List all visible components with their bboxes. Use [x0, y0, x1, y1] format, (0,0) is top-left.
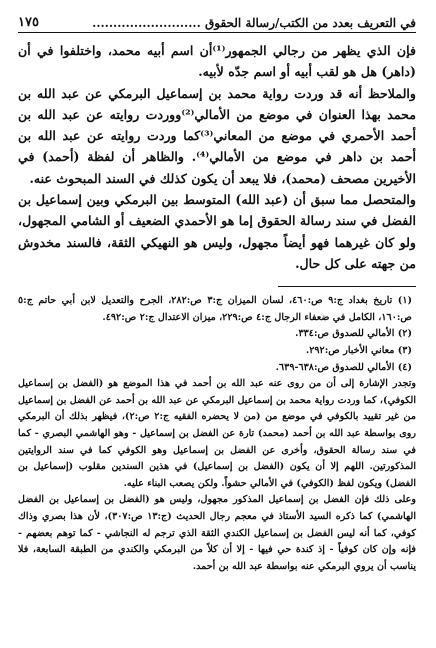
footnote-separator	[278, 286, 416, 287]
footnote: (٣) معاني الأخبار ص:٢٩٢.	[305, 345, 412, 357]
footnote-paragraph: وعلى ذلك فإن الفضل بن إسماعيل المذكور مجهول، وليس هو (الفضل بن إسماعيل بن الفضل الهاشمي) كما ذكره السيد الأستاذ في معجم رجال الحديث (ج:١٣ ص:٣٠٧)، لأن هذا بصري وذاك كوفي، كما أنه ليس الفضل بن إسماعيل الكندي الثقة الذي ترجم له النجاشي - كما توهم بعضهم - فإنه وإن كان كوفياً - إذ كندة حي فيها - إلا أن كلاً من البرمكي والكندي من الطبقة السابعة، فلا يناسب أن يروي البرمكي عنه بواسطة عبد الله بن أحمد.	[18, 494, 416, 572]
running-title: في التعريف بعدد من الكتب/رسالة الحقوق ..........................	[92, 16, 416, 30]
paragraph: فإن الذي يظهر من رجالي الجمهور⁽¹⁾أن اسم أبيه محمد، واختلفوا في أن (داهر) هل هو لقب أبيه أو اسم جدّه لأبيه.	[18, 43, 416, 80]
paragraph: والمتحصل مما سبق أن (عبد الله) المتوسط بين البرمكي وبين إسماعيل بن الفضل في سند رسالة الحقوق إما هو الأحمدي الضعيف أو الشامي المجهول، ولو كان غيرهما فهو أيضاً مجهول، وليس هو النهيكي الثقة، فالسند مخدوش من جهته على كل حال.	[18, 192, 416, 271]
page-number: ١٧٥	[18, 15, 39, 30]
footnotes	[18, 293, 416, 575]
paragraph: والملاحظ أنه قد وردت رواية محمد بن إسماعيل البرمكي عن عبد الله بن محمد بهذا العنوان في موضع من الأمالي⁽²⁾ووردت روايته عن عبد الله بن أحمد الأحمري في موضع من المعاني⁽³⁾كما وردت روايته عن عبد الله بن أحمد بن داهر في موضع من الأمالي⁽⁴⁾. والظاهر أن لفظة (أحمد) في الأخيرين مصحف (محمد)، فلا يبعد أن يكون كذلك في السند المبحوث عنه.	[18, 85, 416, 186]
header-rule	[18, 32, 416, 33]
footnote: (٤) الأمالي للصدوق ص:٦٣٨-٦٣٩.	[275, 361, 412, 373]
body-text	[18, 40, 416, 274]
footnote: (١) تاريخ بغداد ج:٩ ص:٤٦٠، لسان الميزان ج:٣ ص:٢٨٢، الجرح والتعديل لابن أبي حاتم ج:٥ ص:١٦٠، الكامل في ضعفاء الرجال ج:٤ ص:٢٢٩، ميزان الاعتدال ج:٢ ص:٤٩٢.	[18, 295, 413, 323]
footnote: (٢) الأمالي للصدوق ص:٣٣٤.	[295, 328, 412, 340]
running-header	[18, 8, 416, 30]
footnote-paragraph: وتجدر الإشارة إلى أن من روى عنه عبد الله بن أحمد في هذا الموضع هو (الفضل بن إسماعيل الكوفي)، كما وردت رواية محمد بن إسماعيل البرمكي عن عبد الله بن أحمد عن الفضل بن إسماعيل من غير تقييد بالكوفي في موضع من (من لا يحضره الفقيه ج:٢ ص:٢)، فيظهر بذلك أن البرمكي روى بواسطة عبد الله بن أحمد (محمد) تارة عن الفضل بن إسماعيل - وهو الهاشمي البصري - كما في سند رسالة الحقوق، وأخرى عن الفضل بن إسماعيل وهو الكوفي كما في سند الروايتين المذكورتين. اللهم إلا أن يكون (الفضل بن إسماعيل) في هذين السندين مقلوب (إسماعيل بن الفضل) ويكون لفظ (الكوفي) في الأمالي حشواً. ولكن يصعب البناء عليه.	[18, 378, 416, 489]
